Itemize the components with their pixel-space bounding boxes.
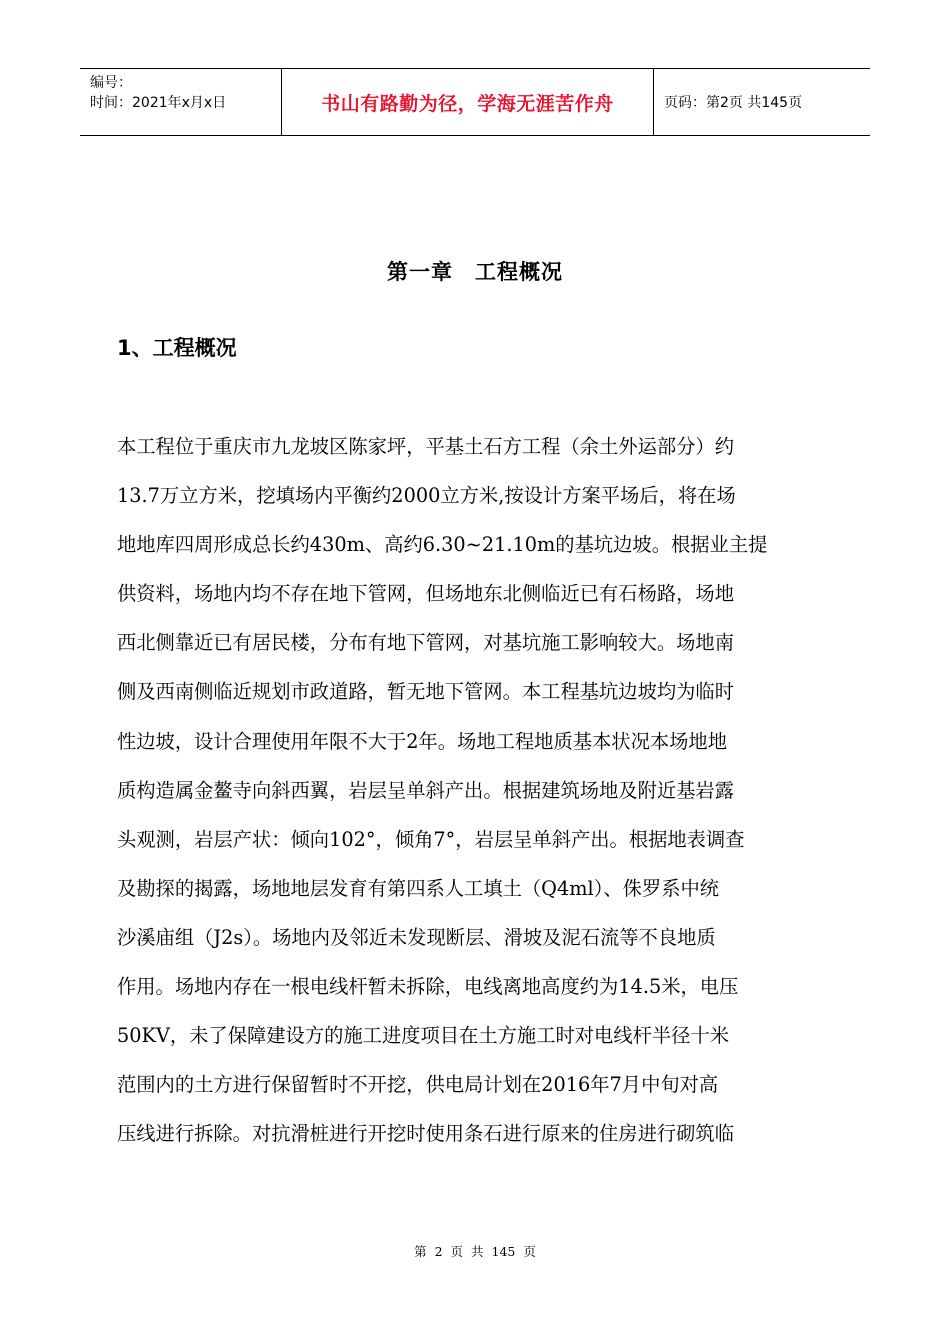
body-line: 13.7万立方米，挖填场内平衡约2000立方米,按设计方案平场后，将在场 [117,484,736,508]
body-line: 质构造属金鳌寺向斜西翼，岩层呈单斜产出。根据建筑场地及附近基岩露 [117,778,734,802]
body-paragraph [117,422,837,1158]
body-line: 侧及西南侧临近规划市政道路，暂无地下管网。本工程基坑边坡均为临时 [117,680,734,704]
body-line: 本工程位于重庆市九龙坡区陈家坪，平基土石方工程（余土外运部分）约 [117,435,734,458]
body-line: 50KV，未了保障建设方的施工进度项目在土方施工时对电线杆半径十米 [117,1024,730,1048]
body-line: 及勘探的揭露，场地地层发育有第四系人工填土（Q4ml）、侏罗系中统 [117,876,720,900]
body-line: 沙溪庙组（J2s）。场地内及邻近未发现断层、滑坡及泥石流等不良地质 [117,925,716,949]
document-number-label: 编号： [90,75,132,91]
body-line: 性边坡，设计合理使用年限不大于2年。场地工程地质基本状况本场地地 [117,729,727,753]
body-line: 头观测，岩层产状：倾向102°，倾角7°，岩层呈单斜产出。根据地表调查 [117,827,745,851]
body-line: 作用。场地内存在一根电线杆暂未拆除，电线离地高度约为14.5米，电压 [117,975,739,999]
body-line: 地地库四周形成总长约430m、高约6.30~21.10m的基坑边坡。根据业主提 [117,533,768,557]
document-date-label: 时间：2021年x月x日 [90,95,227,111]
header-motto: 书山有路勤为径，学海无涯苦作舟 [282,69,654,135]
section-title: 1、工程概况 [117,336,237,360]
body-line: 供资料，场地内均不存在地下管网，但场地东北侧临近已有石杨路，场地 [117,582,734,606]
body-line: 西北侧靠近已有居民楼，分布有地下管网，对基坑施工影响较大。场地南 [117,631,734,655]
header-page-info: 页码：第2页 共145页 [664,95,803,111]
chapter-title: 第一章 工程概况 [387,260,563,284]
body-line: 压线进行拆除。对抗滑桩进行开挖时使用条石进行原来的住房进行砌筑临 [117,1122,734,1146]
body-line: 范围内的土方进行保留暂时不开挖，供电局计划在2016年7月中旬对高 [117,1073,719,1097]
header-meta-cell [80,69,282,135]
page-footer: 第 2 页 共 145 页 [414,1244,536,1259]
document-header [80,68,870,136]
